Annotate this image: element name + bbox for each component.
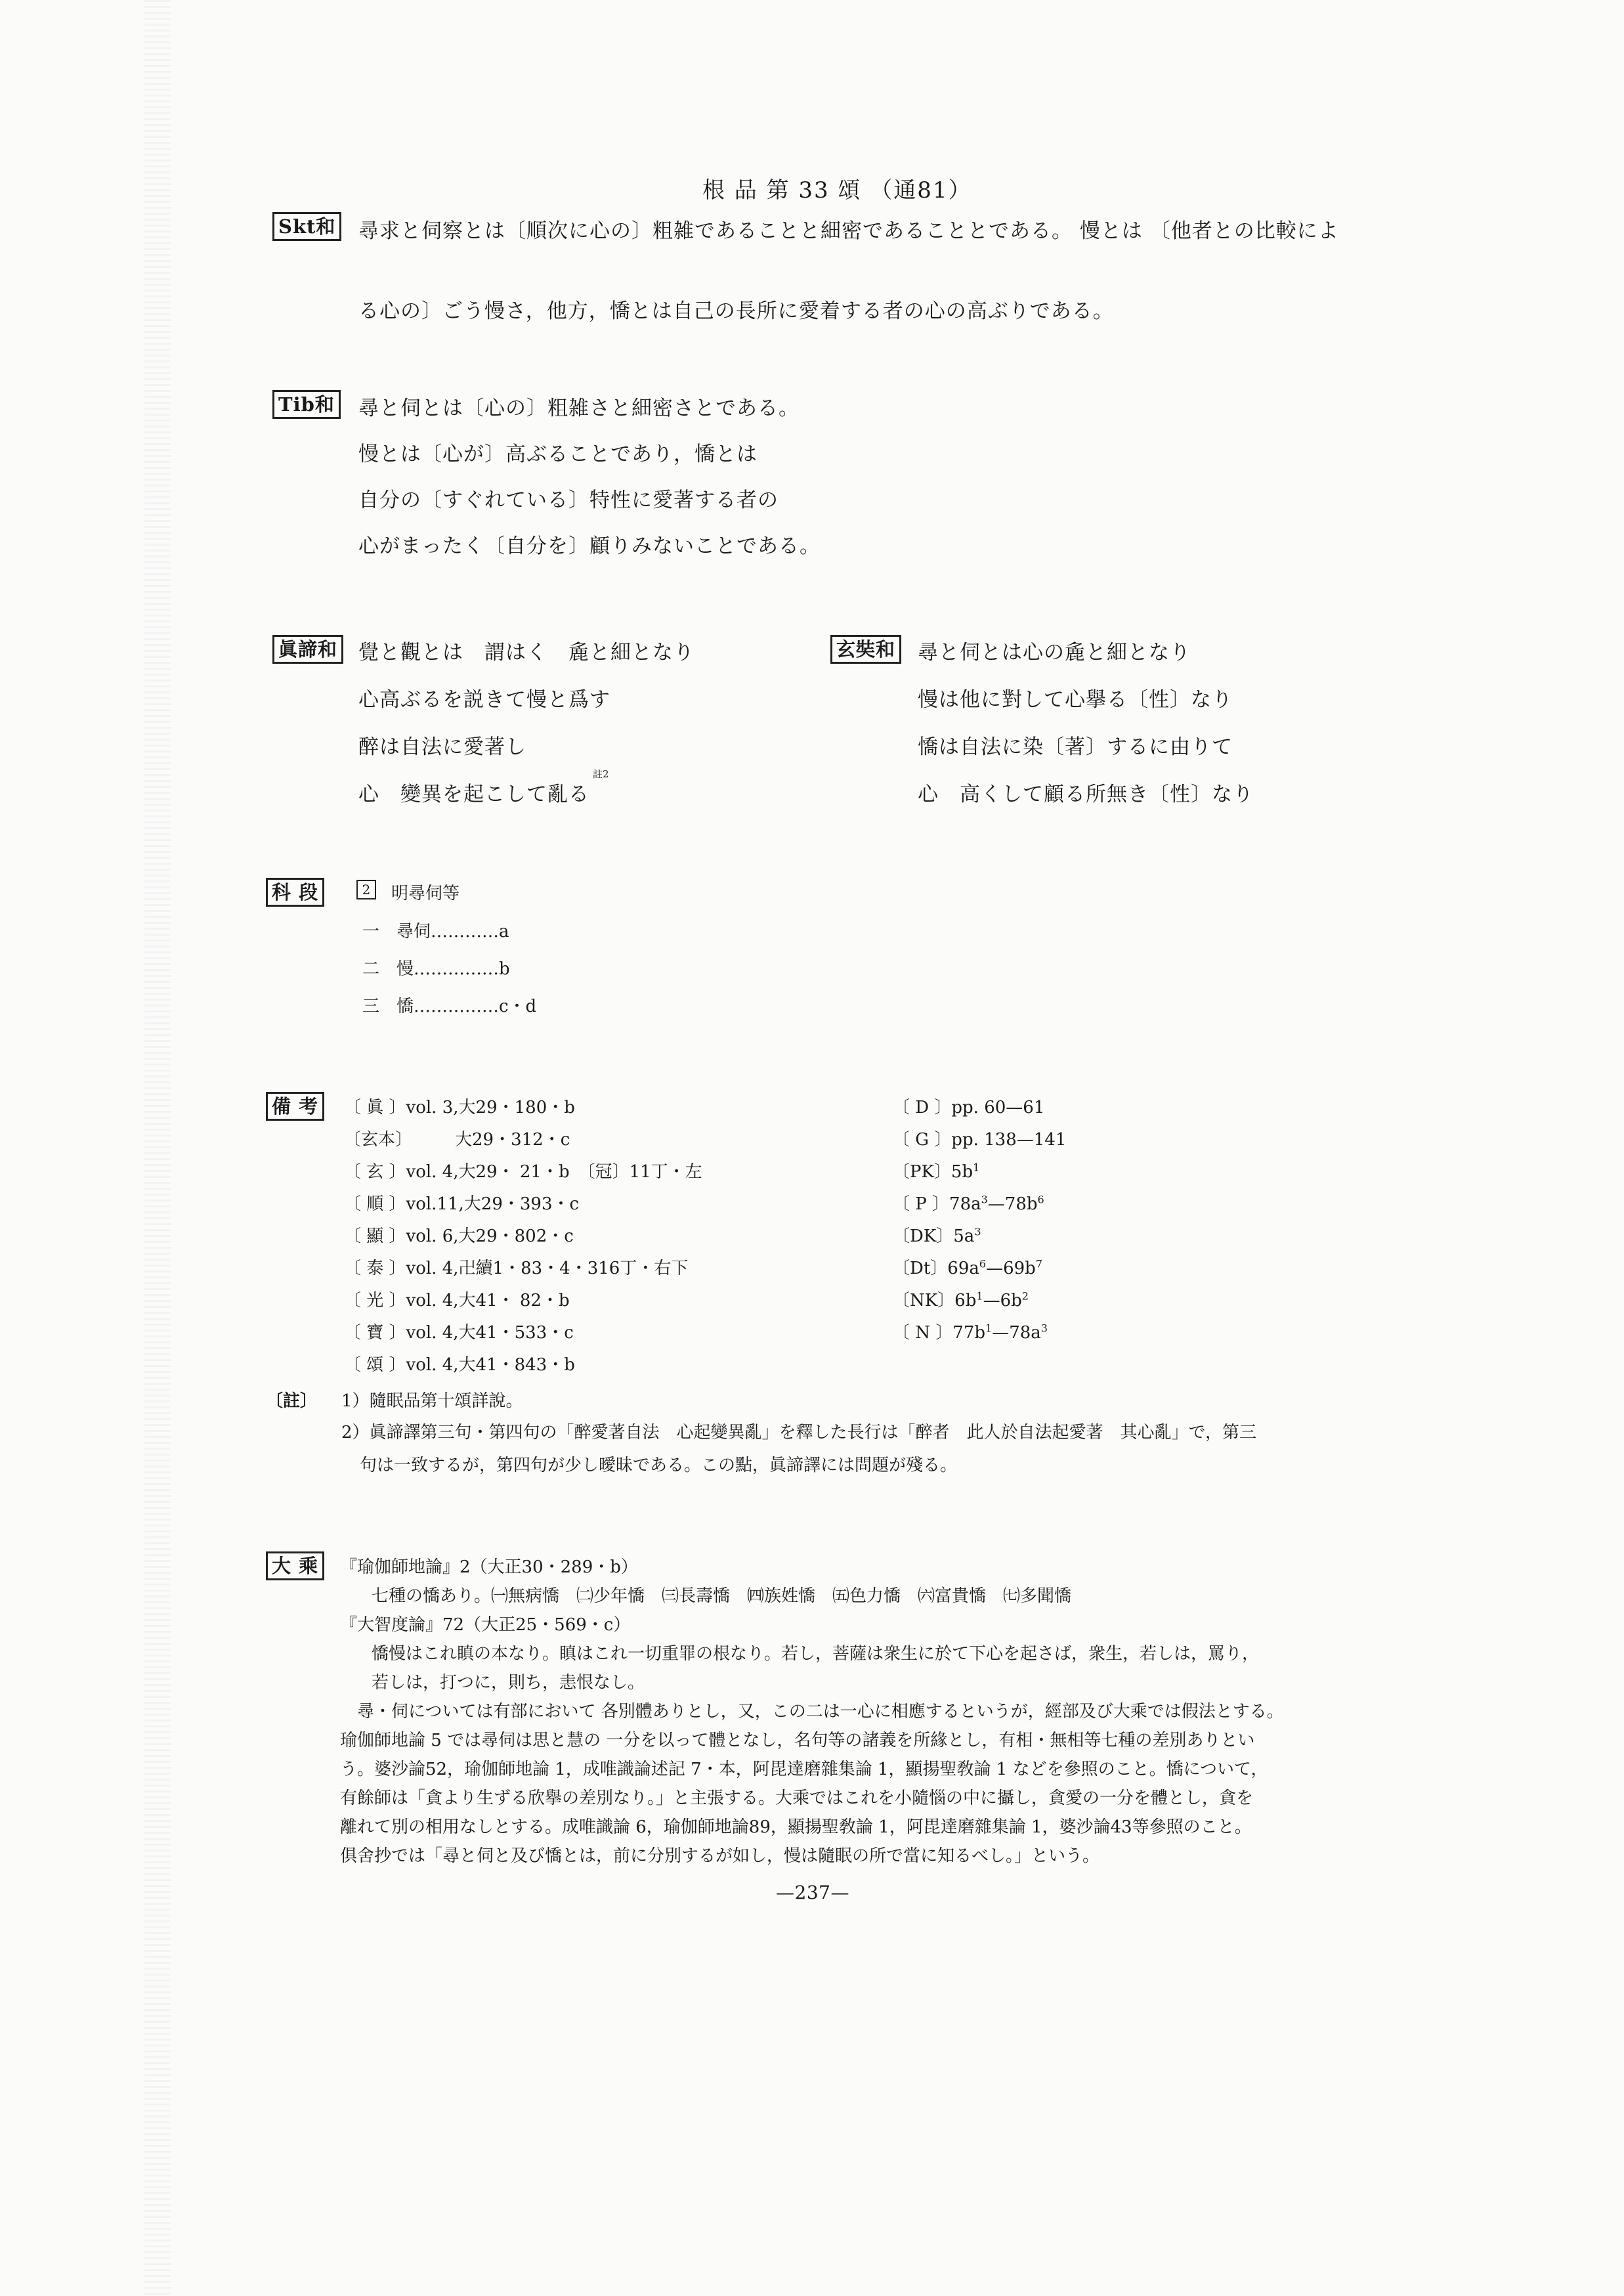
biko-right-4: 〔 P 〕$78a^3—78b^6$	[893, 1193, 1044, 1214]
skt-line-2: る心の〕ごう慢さ，他方，憍とは自己の長所に愛着する者の心の高ぶりである。	[358, 299, 1114, 323]
genjo-line-1: 尋と伺とは心の麁と細となり	[918, 641, 1191, 664]
biko-right-6: 〔Dt〕$69a^6—69b^7$	[893, 1257, 1042, 1278]
biko-left-7: 〔 光 〕vol. 4,大41・ 82・b	[344, 1291, 570, 1310]
shintei-line-2: 心高ぶるを説きて慢と爲す	[358, 688, 610, 712]
kadan-item-2: 二 慢……………b	[362, 959, 510, 979]
tib-tag: Tib和	[272, 390, 341, 419]
genjo-tag: 玄奘和	[830, 635, 901, 664]
daijo-line-6: 尋・伺については有部において 各別體ありとし，又，この二は一心に相應するというが，經部及び大乘では假法とする。	[340, 1702, 1284, 1722]
biko-left-1: 〔 眞 〕vol. 3,大29・180・b	[344, 1098, 575, 1117]
kadan-item-3: 三 憍……………c・d	[362, 997, 537, 1016]
biko-left-9: 〔 頌 〕vol. 4,大41・843・b	[344, 1355, 575, 1375]
biko-left-5: 〔 顯 〕vol. 6,大29・802・c	[344, 1226, 574, 1246]
page-number: —237—	[776, 1882, 849, 1903]
genjo-line-2: 慢は他に對して心擧る〔性〕なり	[918, 688, 1233, 712]
kadan-head: 明尋伺等	[391, 884, 460, 903]
daijo-line-8: う。婆沙論52，瑜伽師地論 1，成唯識論述記 7・本，阿毘達磨雜集論 1，顯揚聖敎論 1 などを參照のこと。憍について，	[340, 1760, 1268, 1779]
shintei-line-1: 覺と觀とは 謂はく 麁と細となり	[358, 641, 694, 664]
biko-right-2: 〔 G 〕pp. 138—141	[893, 1130, 1067, 1150]
daijo-line-3: 『大智度論』72（大正25・569・c）	[340, 1615, 631, 1635]
kadan-item-1: 一 尋伺…………a	[362, 922, 509, 942]
biko-right-3: 〔PK〕$5b^1$	[893, 1161, 980, 1182]
daijo-line-11: 俱舍抄では「尋と伺と及び憍とは，前に分別するが如し，慢は隨眠の所で當に知るべし。」という。	[340, 1846, 1100, 1866]
note-2-line-1: 2）眞諦譯第三句・第四句の「醉愛著自法 心起變異亂」を釋した長行は「醉者 此人於自法起愛著 其心亂」で，第三	[341, 1423, 1257, 1442]
daijo-line-1: 『瑜伽師地論』2（大正30・289・b）	[340, 1557, 638, 1577]
biko-right-7: 〔NK〕$6b^1—6b^2$	[893, 1289, 1029, 1310]
note-mark-2: 註2	[593, 768, 609, 780]
scan-edge-shadow	[144, 0, 171, 2296]
tib-line-4: 心がまったく〔自分を〕顧りみないことである。	[358, 534, 821, 558]
biko-tag: 備 考	[266, 1092, 324, 1121]
notes-label: 〔註〕	[266, 1391, 318, 1411]
tib-line-3: 自分の〔すぐれている〕特性に愛著する者の	[358, 488, 779, 512]
daijo-line-5: 若しは，打つに，則ち，恚恨なし。	[354, 1673, 645, 1693]
skt-tag: Skt和	[272, 212, 341, 241]
kadan-head-number: 2	[356, 880, 376, 899]
shintei-line-3: 醉は自法に愛著し	[358, 735, 526, 759]
note-1: 1）隨眠品第十頌詳說。	[341, 1391, 523, 1411]
page-title: 根 品 第 33 頌 （通81）	[702, 177, 972, 204]
biko-left-4: 〔 順 〕vol.11,大29・393・c	[344, 1194, 580, 1214]
note-2-line-2: 句は一致するが，第四句が少し曖昧である。この點，眞諦譯には問題が殘る。	[360, 1456, 958, 1475]
genjo-line-3: 憍は自法に染〔著〕するに由りて	[918, 735, 1233, 759]
kadan-tag: 科 段	[266, 878, 324, 907]
shintei-tag: 眞諦和	[272, 635, 343, 664]
biko-right-8: 〔 N 〕$77b^1—78a^3$	[893, 1322, 1048, 1343]
biko-right-1: 〔 D 〕pp. 60—61	[893, 1098, 1045, 1117]
biko-left-3: 〔 玄 〕vol. 4,大29・ 21・b 〔冠〕11丁・左	[344, 1162, 702, 1182]
biko-left-2: 〔玄本〕 大29・312・c	[344, 1130, 570, 1150]
shintei-line-4: 心 變異を起こして亂る	[358, 783, 589, 806]
daijo-line-4: 憍慢はこれ瞋の本なり。瞋はこれ一切重罪の根なり。若し，菩薩は衆生に於て下心を起さば，衆生，若しは，罵り，	[354, 1644, 1260, 1664]
daijo-line-10: 離れて別の相用なしとする。成唯識論 6，瑜伽師地論89，顯揚聖敎論 1，阿毘達磨雜集論 1，婆沙論43等參照のこと。	[340, 1817, 1252, 1837]
skt-line-1: 尋求と伺察とは〔順次に心の〕粗雑であることと細密であることとである。 慢とは 〔他者との比較によ	[358, 219, 1339, 243]
biko-right-5: 〔DK〕$5a^3$	[893, 1225, 981, 1246]
daijo-line-9: 有餘師は「貪より生ずる欣擧の差別なり。」と主張する。大乘ではこれを小隨惱の中に攝し，貪愛の一分を體とし，貪を	[340, 1788, 1254, 1808]
daijo-line-2: 七種の憍あり。㈠無病憍 ㈡少年憍 ㈢長壽憍 ㈣族姓憍 ㈤色力憍 ㈥富貴憍 ㈦多聞憍	[354, 1586, 1072, 1606]
daijo-line-7: 瑜伽師地論 5 では尋伺は思と慧の 一分を以って體となし，名句等の諸義を所緣とし，有相・無相等七種の差別ありとい	[340, 1731, 1255, 1750]
tib-line-2: 慢とは〔心が〕高ぶることであり，憍とは	[358, 443, 758, 466]
biko-left-6: 〔 泰 〕vol. 4,卍續1・83・4・316丁・右下	[344, 1259, 689, 1278]
biko-left-8: 〔 寶 〕vol. 4,大41・533・c	[344, 1323, 574, 1343]
daijo-tag: 大 乘	[266, 1551, 324, 1580]
tib-line-1: 尋と伺とは〔心の〕粗雑さと細密さとである。	[358, 397, 800, 420]
genjo-line-4: 心 高くして顧る所無き〔性〕なり	[918, 783, 1254, 806]
